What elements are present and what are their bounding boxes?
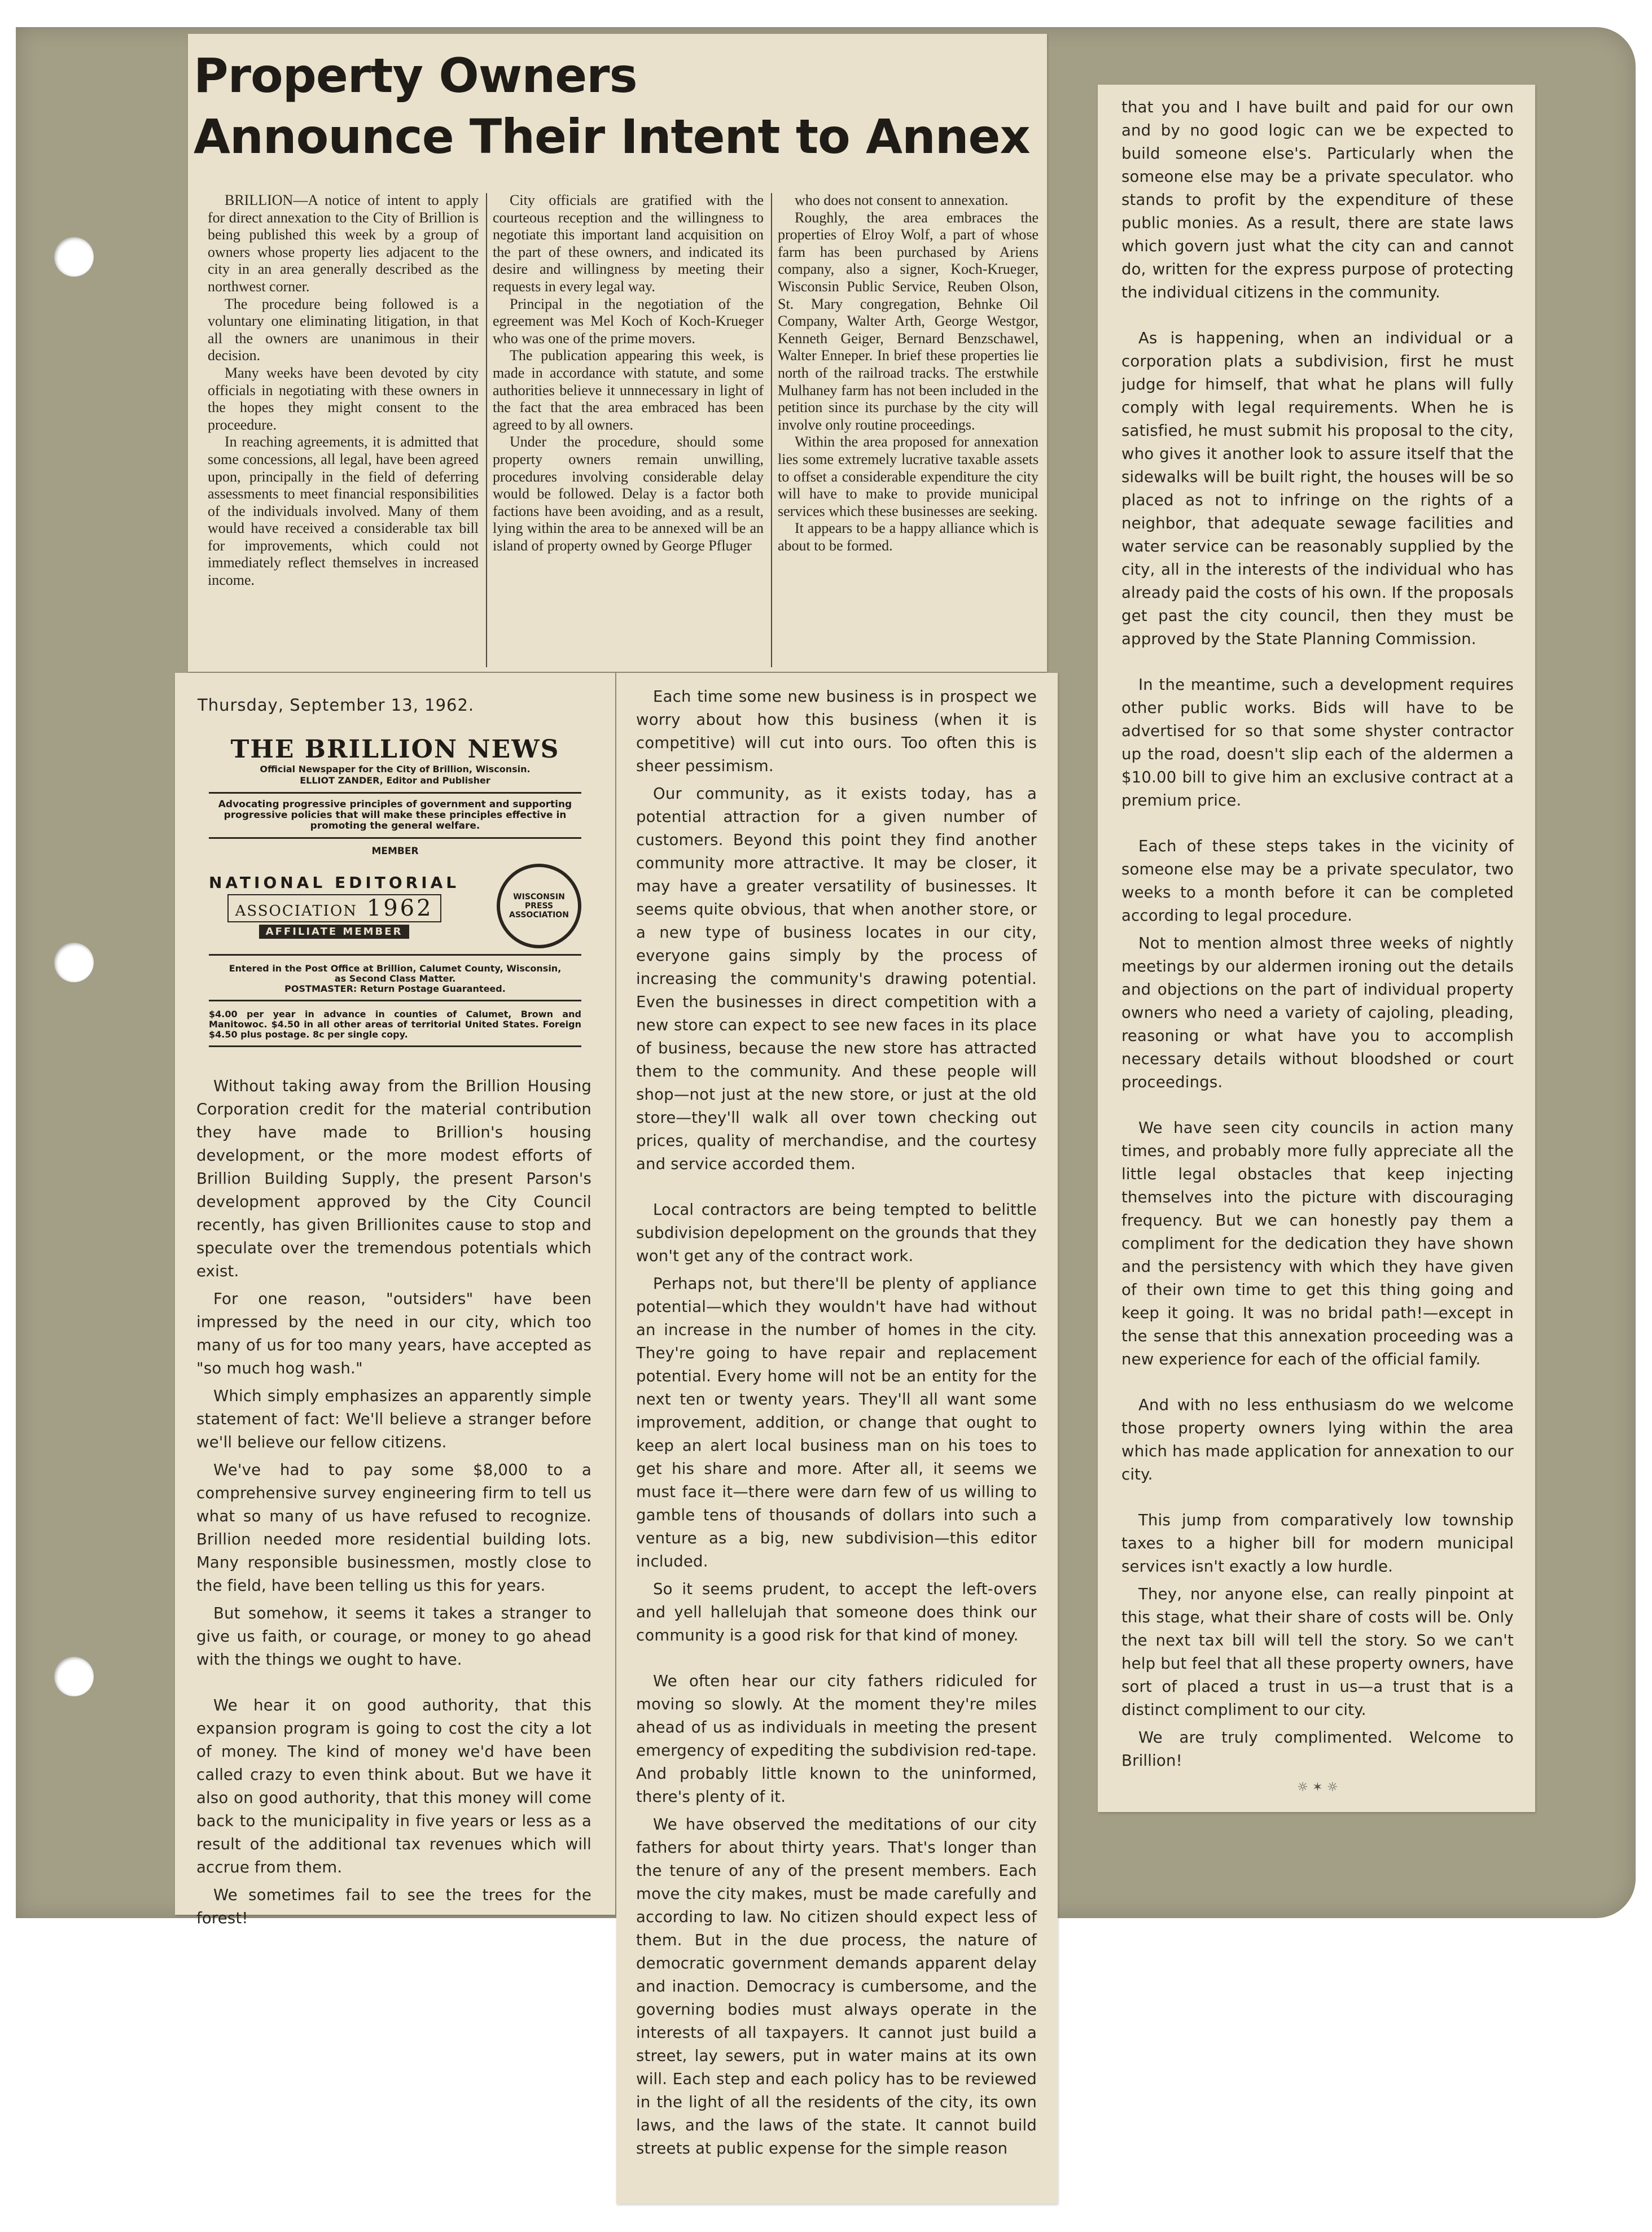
binder-hole-middle [54, 943, 94, 982]
official-line: Official Newspaper for the City of Brillion, Wisconsin. [260, 764, 531, 774]
masthead-rule [209, 1000, 581, 1001]
article-paragraph: Many weeks have been devoted by city officials in negotiating with these owners in the hopes they might consent to the proceedure. [208, 364, 479, 433]
article-paragraph: The publication appearing this week, is made in accordance with statute, and some authorities believe it unnnecessary in light of the fact that the area embraced has been agreed to by all owners. [493, 347, 764, 433]
nea-association-text: ASSOCIATION [235, 903, 358, 920]
article-paragraph: Under the procedure, should some property owners remain unwilling, procedures involving considerable delay would be followed. Delay is a factor both factions have been avoiding, and as a result, lying within the area to be annexed will be an island of property owned by George Pfluger [493, 434, 764, 554]
seal-text: WISCONSIN PRESS ASSOCIATION [509, 892, 569, 920]
masthead-rule [209, 792, 581, 794]
editorial-paragraph: For one reason, "outsiders" have been impressed by the need in our city, which too many of us for too many years, have accepted as "so much hog wash." [196, 1290, 591, 1377]
article-column-2 [493, 192, 764, 666]
entry-line-2: as Second Class Matter. [334, 973, 456, 984]
article-paragraph: Principal in the negotiation of the egreement was Mel Koch of Koch-Krueger who was one of the prime movers. [493, 295, 764, 347]
annexation-article-clipping [188, 34, 1047, 672]
article-paragraph: In reaching agreements, it is admitted that some concessions, all legal, have been agreed upon, principally in the field of deferring assessments to meet financial responsibilities of the individuals involved. Many of them would have received a considerable tax bill for improvements, which could not immediately reflect themselves in increased income. [208, 434, 479, 589]
editorial-paragraph: Local contractors are being tempted to belittle subdivision depelopment on the grounds that they won't get any of the contract work. [636, 1201, 1037, 1265]
binder-hole-top [54, 237, 94, 277]
editorial-paragraph: Our community, as it exists today, has a potential attraction for a given number of customers. Beyond this point they find another community more attractive. It may be closer, it may have a greater versatility of businesses. It seems quite obvious, that when another store, or a new type of business locates in our city, everyone gains simply by the process of increasing the community's drawing potential. Even the businesses in direct competition with a new store can expect to see new faces in its place of business, because the new store has attracted them to the community. And these people will shop—not just at the new store, or just at the old store—they'll walk all over town checking out prices, quality of merchandise, and the courtesy and service accorded them. [636, 785, 1037, 1173]
editorial-paragraph: But somehow, it seems it takes a stranger to give us faith, or courage, or money to go ahead with the things we ought to have. [196, 1604, 591, 1669]
paper-name: THE BRILLION NEWS [230, 735, 560, 764]
masthead-rule [209, 837, 581, 839]
editorial-paragraph: As is happening, when an individual or a corporation plats a subdivision, first he must judge for himself, that what he plans will fully comply with legal requirements. When he is satisfied, he must submit his proposal to the city, who gives it another look to assure itself that the sidewalks will be built right, the houses will be so placed as not to infringe on the rights of a neighbor, that adequate sewage facilities and water service can be reasonably supplied by the city, all in the interests of the individual who has already paid the costs of his own. If the proposals get past the city council, then they must be approved by the State Planning Commission. [1121, 329, 1514, 648]
entry-line-1: Entered in the Post Office at Brillion, Calumet County, Wisconsin, [229, 963, 562, 974]
editorial-paragraph: We often hear our city fathers ridiculed for moving so slowly. At the moment they're miles ahead of us as individuals in meeting the present emergency of expediting the subdivision red-tape. And probably little known to the uninformed, there's plenty of it. [636, 1672, 1037, 1806]
editorial-paragraph: We have observed the meditations of our city fathers for about thirty years. That's longer than the tenure of any of the present members. Each move the city makes, must be made carefully and according to law. No citizen should expect less of them. But in the due process, the nature of democratic government demands apparent delay and inaction. Democracy is cumbersome, and the governing bodies must always operate in the interests of all taxpayers. It cannot just build a street, lay sewers, put in water mains at its own will. Each step and each policy has to be reviewed in the light of all the residents of the city, its own laws, and the laws of the state. It cannot build streets at public expense for the simple reason [636, 1815, 1037, 2157]
editorial-column-middle [636, 685, 1037, 2198]
editorial-paragraph: that you and I have built and paid for our own and by no good logic can we be expected to build someone else's. Particularly when the someone else may be a private speculator. who stands to profit by the expenditure of these public monies. As a result, there are state laws which govern just what the city can and cannot do, written for the express purpose of protecting the individual citizens in the community. [1121, 98, 1514, 301]
article-paragraph: City officials are gratified with the courteous reception and the willingness to negotiate this important land acquisition on the part of these owners, and indicated its desire and willingness by meeting their requests in every legal way. [493, 192, 764, 295]
editorial-paragraph: And with no less enthusiasm do we welcome those property owners lying within the area which has made application for annexation to our city. [1121, 1396, 1514, 1483]
editorial-paragraph: We are truly complimented. Welcome to Brillion! [1121, 1728, 1514, 1770]
editorial-paragraph: So it seems prudent, to accept the left-overs and yell hallelujah that someone does think our community is a good risk for that kind of money. [636, 1580, 1037, 1644]
article-paragraph: Roughly, the area embraces the properties of Elroy Wolf, a part of whose farm has been purchased by Ariens company, also a signer, Koch-Krueger, Wisconsin Public Service, Reuben Olson, St. Mary congregation, Behnke Oil Company, Walter Arth, George Westgor, Kenneth Geiger, Bernard Benzschawel, Walter Enneper. In brief these properties lie north of the railroad tracks. The erstwhile Mulhaney farm has not been included in the petition since its purchase by the city will involve only routine proceedings. [778, 209, 1038, 433]
article-paragraph: It appears to be a happy alliance which is about to be formed. [778, 520, 1038, 554]
column-rule [486, 193, 487, 667]
paper-motto: Advocating progressive principles of government and supporting progressive policies that will make these principles effective in promoting the general welfare. [218, 799, 572, 831]
editorial-paragraph: This jump from comparatively low township taxes to a higher bill for modern municipal services isn't exactly a low hurdle. [1121, 1511, 1514, 1575]
editorial-paragraph: In the meantime, such a development requires other public works. Bids will have to be advertised for so that some shyster contractor up the road, doesn't slip each of the aldermen a $10.00 bill to give him an exclusive contract at a premium price. [1121, 676, 1514, 809]
editorial-paragraph: They, nor anyone else, can really pinpoint at this stage, what their share of costs will be. Only the next tax bill will tell the story. So we can't help but feel that all these property owners, have sort of placed a trust in us—a trust that is a distinct compliment to our city. [1121, 1585, 1514, 1719]
binder-hole-bottom [54, 1657, 94, 1696]
issue-date: Thursday, September 13, 1962. [198, 695, 475, 715]
editorial-paragraph: Without taking away from the Brillion Housing Corporation credit for the material contribution they have made to Brillion's housing development, or the more modest efforts of Brillion Building Supply, the present Parson's development approved by the City Council recently, has given Brillionites cause to stop and speculate over the tremendous potentials which exist. [196, 1077, 591, 1280]
masthead-rule [209, 954, 581, 956]
affiliate-member-banner: AFFILIATE MEMBER [259, 925, 410, 939]
end-ornament: ☼ ✶ ☼ [1297, 1780, 1338, 1795]
editor-line: ELLIOT ZANDER, Editor and Publisher [300, 775, 490, 786]
nea-year: 1962 [366, 895, 433, 921]
member-label: MEMBER [371, 846, 419, 857]
masthead [209, 735, 581, 1053]
nea-name: NATIONAL EDITORIAL [209, 873, 460, 892]
article-headline [194, 45, 1030, 167]
editorial-middle-clipping [616, 673, 1058, 2204]
editorial-column-left [196, 1075, 591, 1927]
editorial-paragraph: We have seen city councils in action many times, and probably more fully appreciate all the little legal obstacles that keep injecting themselves into the picture with discouraging frequency. But we can honestly pay them a compliment for the dedication they have shown and the persistency with which they have given of their own time to get this thing going and keep it going. It was no bridal path!—except in the sense that this annexation proceeding was a new experience for each of the official family. [1121, 1119, 1514, 1368]
article-paragraph: who does not consent to annexation. [795, 192, 1009, 208]
article-column-1 [208, 192, 479, 666]
editorial-column-right [1121, 96, 1514, 1806]
wisconsin-press-seal-icon [497, 864, 581, 948]
masthead-rule [209, 1045, 581, 1047]
editorial-paragraph: Each time some new business is in prospect we worry about how this business (when it is competitive) will cut into ours. Too often this is sheer pessimism. [636, 688, 1037, 775]
editorial-paragraph: Each of these steps takes in the vicinity of someone else may be a private speculator, two weeks to a month before it can be completed according to legal procedure. [1121, 837, 1514, 925]
column-rule [771, 193, 772, 667]
article-column-3 [778, 192, 1038, 666]
editorial-paragraph: Not to mention almost three weeks of nightly meetings by our aldermen ironing out the details and objections on the part of individual property owners who need a variety of cajoling, pleading, reasoning or what have you to accomplish necessary details without bloodshed or court proceedings. [1121, 934, 1514, 1091]
association-logos [209, 864, 581, 948]
article-paragraph: Within the area proposed for annexation lies some extremely lucrative taxable assets to offset a considerable expenditure the city will have to make to provide municipal services which these businesses are seeking. [778, 434, 1038, 519]
editorial-paragraph: Perhaps not, but there'll be plenty of appliance potential—which they wouldn't have had without an increase in the number of homes in the city. They're going to have repair and replacement potential. Every home will not be an entity for the next ten or twenty years. They'll all want some improvement, addition, or change that ought to keep an alert local business man on his toes to get his share and more. After all, it seems we must face it—there were darn few of us willing to gamble tens of thousands of dollars into such a venture as a big, new subdivision—this editor included. [636, 1275, 1037, 1570]
article-paragraph: BRILLION—A notice of intent to apply for direct annexation to the City of Brillion is being published this week by a group of owners whose property lies adjacent to the city in an area generally described as the northwest corner. [208, 192, 479, 295]
editorial-paragraph: We've had to pay some $8,000 to a comprehensive survey engineering firm to tell us what so many of us have refused to recognize. Brillion needed more residential building lots. Many responsible businessmen, mostly close to the field, have been telling us this for years. [196, 1461, 591, 1595]
editorial-left-clipping [175, 673, 615, 1927]
postmaster-line: POSTMASTER: Return Postage Guaranteed. [284, 983, 506, 994]
headline-line-2: Announce Their Intent to Annex [194, 109, 1030, 164]
headline-line-1: Property Owners [194, 48, 637, 103]
nea-logo [209, 873, 459, 939]
editorial-paragraph: We sometimes fail to see the trees for the forest! [196, 1886, 591, 1927]
nea-association-box [227, 894, 441, 922]
editorial-paragraph: Which simply emphasizes an apparently simple statement of fact: We'll believe a stranger before we'll believe our fellow citizens. [196, 1387, 591, 1451]
article-paragraph: The procedure being followed is a voluntary one eliminating litigation, in that all the owners are unanimous in their decision. [208, 295, 479, 364]
editorial-right-clipping [1098, 85, 1535, 1812]
subscription-rates: $4.00 per year in advance in counties of Calumet, Brown and Manitowoc. $4.50 in all other areas of territorial United States. Foreign $4.50 plus postage. 8c per single copy. [209, 1009, 581, 1040]
editorial-paragraph: We hear it on good authority, that this expansion program is going to cost the city a lot of money. The kind of money we'd have been called crazy to even think about. But we have it also on good authority, that this money will come back to the municipality in five years or less as a result of the additional tax revenues which will accrue from them. [196, 1696, 591, 1876]
